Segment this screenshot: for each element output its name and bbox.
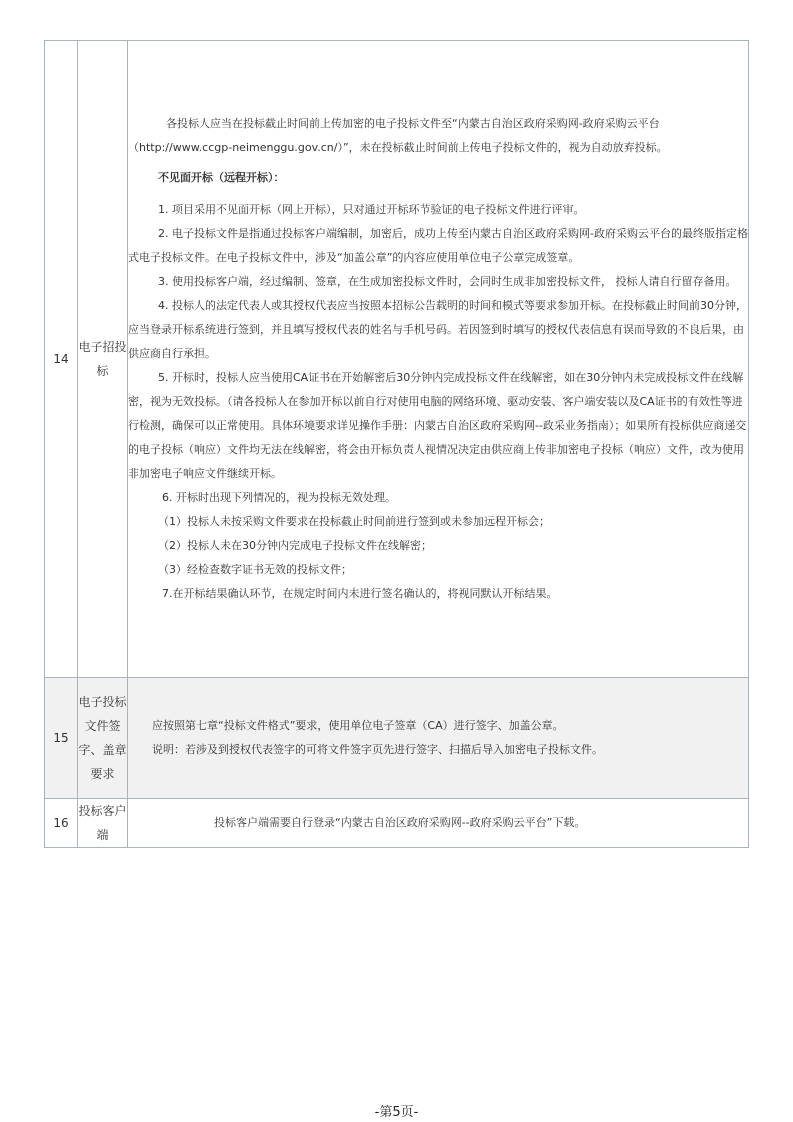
- paragraph: 4. 投标人的法定代表人或其授权代表应当按照本招标公告载明的时间和模式等要求参加开标。在投标截止时间前30分钟，应当登录开标系统进行签到，并且填写授权代表的姓名与手机号码。若因签到时填写的授权代表信息有误而导致的不良后果，由供应商自行承担。: [128, 299, 747, 360]
- row-number: 16: [45, 799, 78, 848]
- paragraph: 投标客户端需要自行登录“内蒙古自治区政府采购网--政府采购云平台”下载。: [214, 816, 586, 829]
- row-content: [128, 41, 749, 678]
- paragraph: 3. 使用投标客户端，经过编制、签章，在生成加密投标文件时，会同时生成非加密投标文件， 投标人请自行留存备用。: [158, 275, 737, 288]
- list-item: （1）投标人未按采购文件要求在投标截止时间前进行签到或未参加远程开标会；: [158, 515, 550, 528]
- table-row: [45, 41, 749, 678]
- row-content: [128, 678, 749, 799]
- paragraph: 7.在开标结果确认环节，在规定时间内未进行签名确认的，将视同默认开标结果。: [162, 587, 558, 600]
- row-number: 14: [45, 41, 78, 678]
- paragraph: 6. 开标时出现下列情况的，视为投标无效处理。: [162, 491, 396, 504]
- paragraph: 2. 电子投标文件是指通过投标客户端编制，加密后，成功上传至内蒙古自治区政府采购网-政府采购云平台的最终版指定格式电子投标文件。在电子投标文件中，涉及“加盖公章”的内容应使用单位电子公章完成签章。: [128, 227, 748, 264]
- paragraph: 1. 项目采用不见面开标（网上开标），只对通过开标环节验证的电子投标文件进行评审。: [158, 203, 585, 216]
- section-heading: 不见面开标（远程开标）：: [158, 171, 285, 184]
- paragraph: 各投标人应当在投标截止时间前上传加密的电子投标文件至“内蒙古自治区政府采购网-政府采购云平台（http://www.ccgp-neimenggu.gov.cn/）”，未在投标截止时间前上传电子投标文件的，视为自动放弃投标。: [128, 117, 668, 154]
- row-label: 投标客户端: [78, 799, 128, 848]
- paragraph: 5. 开标时，投标人应当使用CA证书在开始解密后30分钟内完成投标文件在线解密，如在30分钟内未完成投标文件在线解密，视为无效投标。（请各投标人在参加开标以前自行对使用电脑的网络环境、驱动安装、客户端安装以及CA证书的有效性等进行检测，确保可以正常使用。具体环境要求详见操作手册：内蒙古自治区政府采购网--政采业务指南）；如果所有投标供应商递交的电子投标（响应）文件均无法在线解密，将会由开标负责人视情况决定由供应商上传非加密电子投标（响应）文件，改为使用非加密电子响应文件继续开标。: [128, 371, 747, 480]
- paragraph: 说明：若涉及到授权代表签字的可将文件签字页先进行签字、扫描后导入加密电子投标文件。: [152, 743, 603, 756]
- row-number: 15: [45, 678, 78, 799]
- list-item: （2）投标人未在30分钟内完成电子投标文件在线解密；: [158, 539, 432, 552]
- row-label: 电子招投标: [78, 41, 128, 678]
- list-item: （3）经检查数字证书无效的投标文件；: [158, 563, 352, 576]
- requirements-table: [44, 40, 749, 848]
- page-number: -第5页-: [374, 1105, 419, 1120]
- row-content: [128, 799, 749, 848]
- table-row: [45, 799, 749, 848]
- paragraph: 应按照第七章“投标文件格式”要求，使用单位电子签章（CA）进行签字、加盖公章。: [152, 719, 564, 732]
- table-row: [45, 678, 749, 799]
- row-label: 电子投标文件签字、盖章要求: [78, 678, 128, 799]
